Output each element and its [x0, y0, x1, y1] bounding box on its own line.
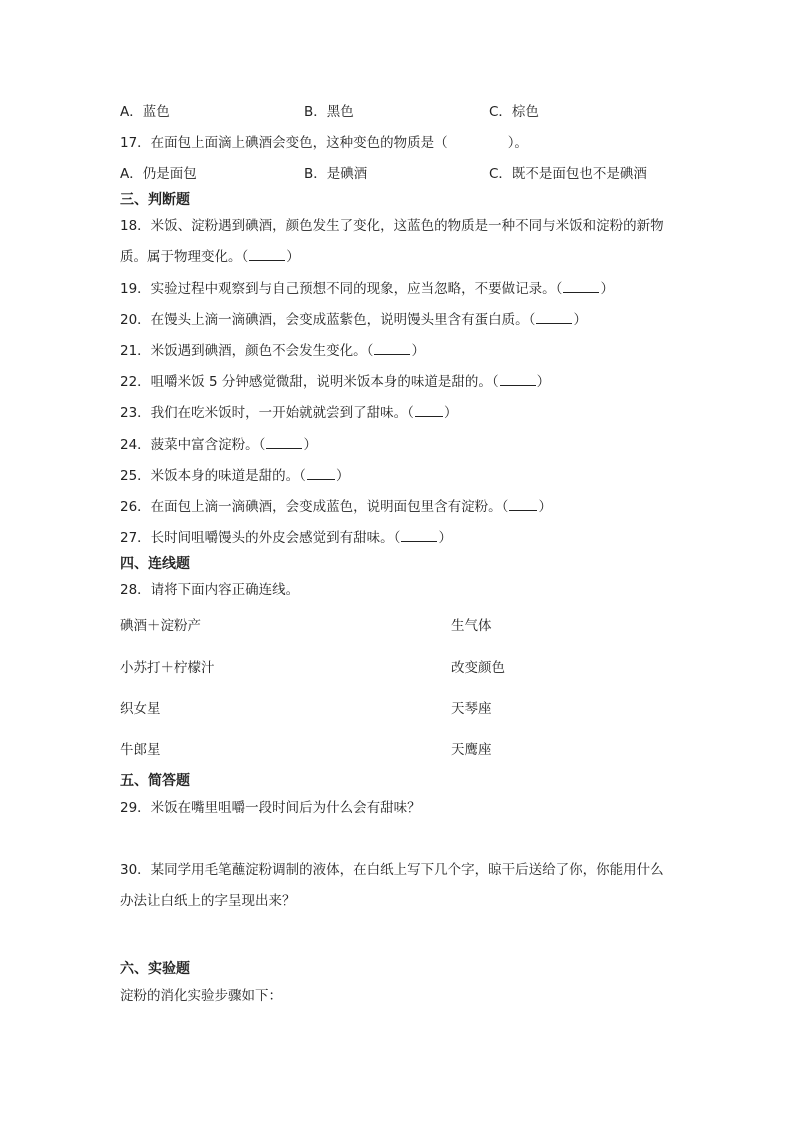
match-right-item[interactable]: 生气体 [451, 618, 492, 634]
q19-answer-blank[interactable] [563, 279, 599, 293]
q21: 21．米饭遇到碘酒，颜色不会发生变化。（ ） [120, 343, 425, 359]
q25: 25．米饭本身的味道是甜的。（ ） [120, 468, 350, 484]
match-right-item[interactable]: 天琴座 [451, 701, 492, 717]
q22: 22．咀嚼米饭 5 分钟感觉微甜，说明米饭本身的味道是甜的。（ ） [120, 374, 551, 390]
q22-answer-blank[interactable] [500, 372, 536, 386]
q18-answer-blank[interactable] [249, 247, 285, 261]
q31-intro: 淀粉的消化实验步骤如下： [120, 988, 282, 1004]
q26-answer-blank[interactable] [509, 497, 537, 511]
q17-stem: 17．在面包上面滴上碘酒会变色，这种变色的物质是（ ）。 [120, 135, 528, 151]
q26: 26．在面包上滴一滴碘酒，会变成蓝色，说明面包里含有淀粉。（ ） [120, 499, 552, 515]
q27-answer-blank[interactable] [401, 528, 437, 542]
q20-answer-blank[interactable] [536, 310, 572, 324]
q17-option-b: B．是碘酒 [304, 166, 368, 182]
match-right-item[interactable]: 天鹰座 [451, 742, 492, 758]
q18-line1: 18．米饭、淀粉遇到碘酒，颜色发生了变化，这蓝色的物质是一种不同与米饭和淀粉的新物 [120, 218, 664, 234]
q25-answer-blank[interactable] [307, 466, 335, 480]
q24-answer-blank[interactable] [266, 435, 302, 449]
match-right-item[interactable]: 改变颜色 [451, 660, 505, 676]
section-title-experiment: 六、实验题 [120, 961, 190, 977]
q21-answer-blank[interactable] [374, 341, 410, 355]
match-left-item[interactable]: 碘酒＋淀粉产 [120, 618, 201, 634]
q23-answer-blank[interactable] [415, 403, 443, 417]
q16-option-c: C．棕色 [489, 104, 539, 120]
section-title-short-answer: 五、简答题 [120, 773, 190, 789]
q27: 27．长时间咀嚼馒头的外皮会感觉到有甜味。（ ） [120, 530, 452, 546]
section-title-judgement: 三、判断题 [120, 192, 190, 208]
q16-option-b: B．黑色 [304, 104, 354, 120]
q29-answer-area[interactable] [120, 822, 680, 852]
q24: 24．菠菜中富含淀粉。（ ） [120, 437, 317, 453]
q17-option-a: A．仍是面包 [120, 166, 197, 182]
match-left-item[interactable]: 牛郎星 [120, 742, 161, 758]
q28-stem: 28．请将下面内容正确连线。 [120, 582, 300, 598]
section-title-matching: 四、连线题 [120, 556, 190, 572]
q23: 23．我们在吃米饭时，一开始就就尝到了甜味。（ ） [120, 405, 458, 421]
q16-option-a: A．蓝色 [120, 104, 170, 120]
q30-line2: 办法让白纸上的字呈现出来？ [120, 893, 296, 909]
match-left-item[interactable]: 小苏打＋柠檬汁 [120, 660, 215, 676]
q18-line2: 质。属于物理变化。（ ） [120, 249, 300, 265]
q17-option-c: C．既不是面包也不是碘酒 [489, 166, 647, 182]
match-left-item[interactable]: 织女星 [120, 701, 161, 717]
q29-stem: 29．米饭在嘴里咀嚼一段时间后为什么会有甜味？ [120, 800, 421, 816]
q30-answer-area[interactable] [120, 915, 680, 955]
q20: 20．在馒头上滴一滴碘酒，会变成蓝紫色，说明馒头里含有蛋白质。（ ） [120, 312, 587, 328]
q30-line1: 30．某同学用毛笔蘸淀粉调制的液体，在白纸上写下几个字，晾干后送给了你，你能用什么 [120, 862, 664, 878]
q19: 19．实验过程中观察到与自己预想不同的现象，应当忽略，不要做记录。（ ） [120, 281, 614, 297]
